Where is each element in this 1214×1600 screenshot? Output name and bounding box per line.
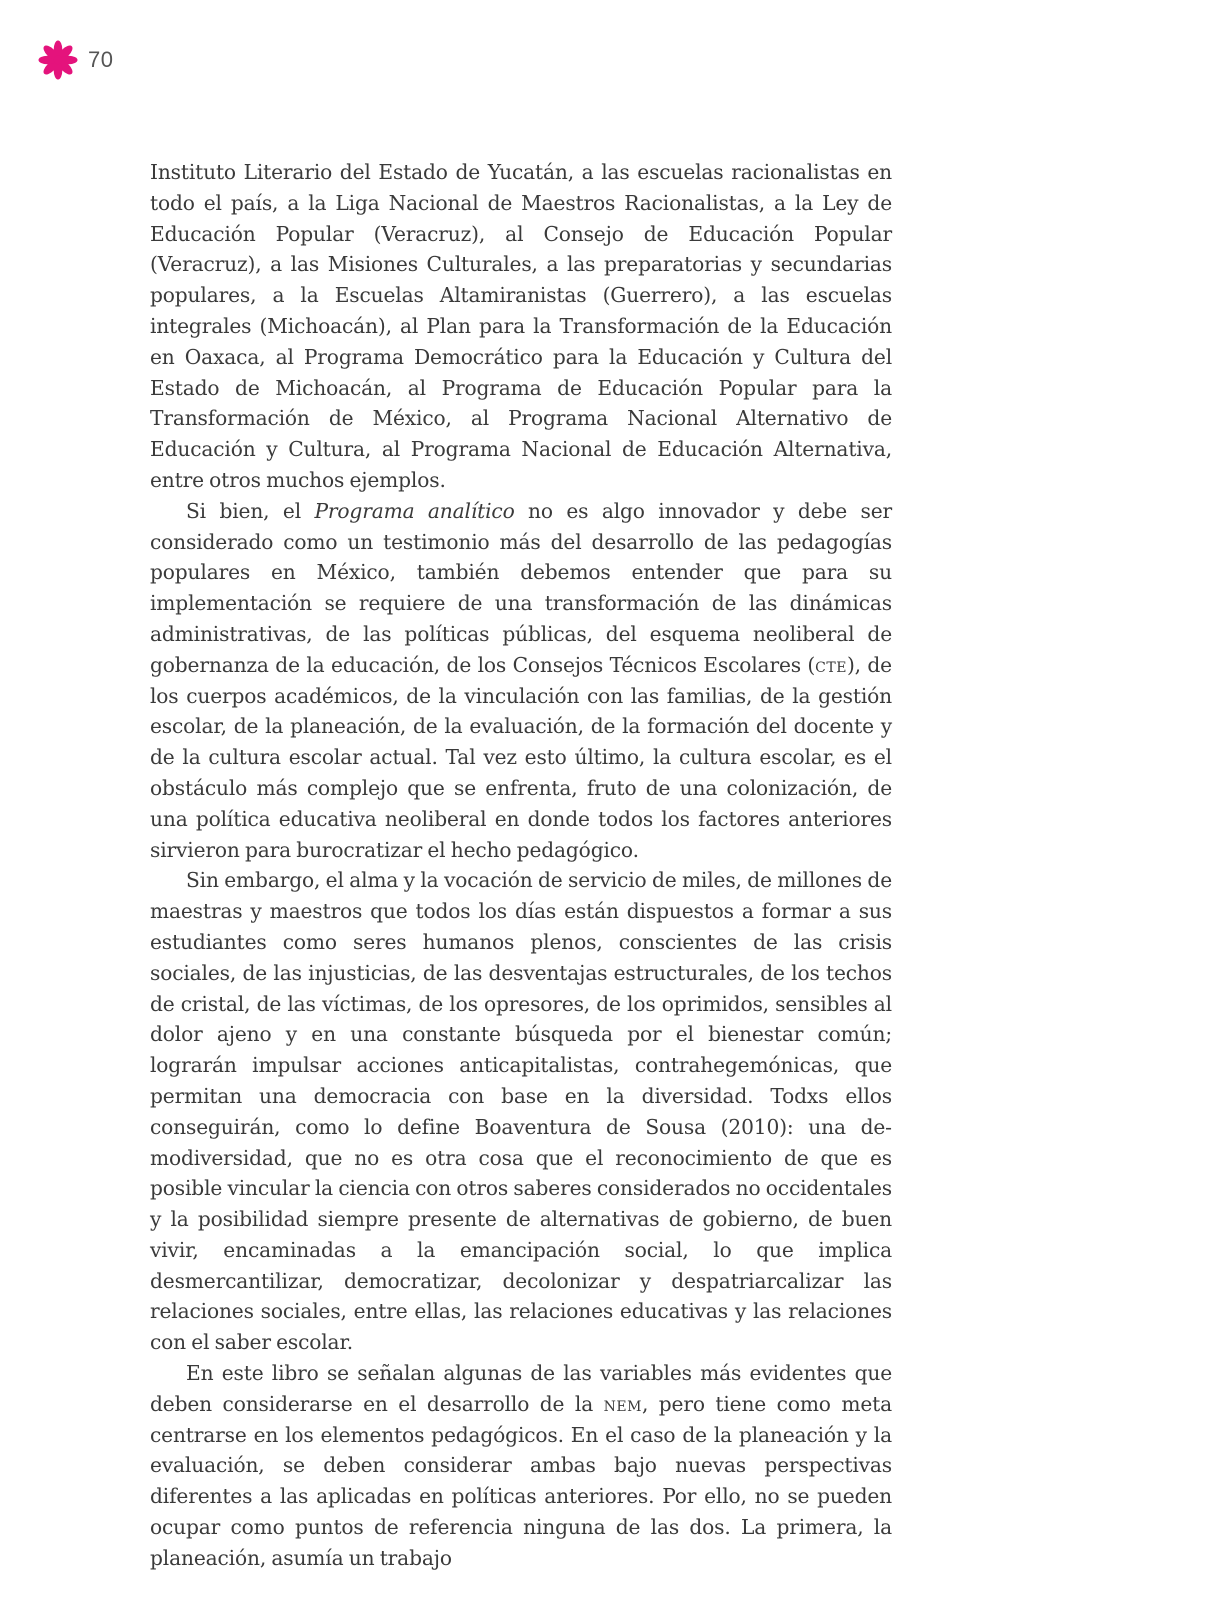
abbreviation-nem: nem — [603, 1391, 642, 1416]
paragraph-4-lead: En este libro se señalan algunas de las variables más evidentes que deben considerarse en el desarrollo de la — [150, 1361, 892, 1416]
abbreviation-cte: cte — [815, 652, 847, 677]
paragraph-3: Sin embargo, el alma y la vocación de servicio de miles, de millones de maestras y maestros que todos los días están dispuestos a formar a sus estudiantes como seres humanos plenos, conscientes de las crisis sociales, de las injusticias, de las desventajas estructurales, de los techos de cristal, de las víctimas, de los opresores, de los oprimidos, sensibles al dolor ajeno y en una constante búsqueda por el bienestar común; lograrán impulsar acciones anticapitalistas, contrahegemónicas, que permitan una democracia con base en la diversidad. Todxs ellos conseguirán, como lo define Boaventura de Sousa (2010): una demodiversidad, que no es otra cosa que el reconocimiento de que es posible vincular la ciencia con otros saberes considerados no occidentales y la posibilidad siempre presente de alternativas de gobierno, de buen vivir, encaminadas a la emancipación social, lo que implica desmercantilizar, democratizar, decolonizar y despatriarcalizar las relaciones sociales, entre ellas, las relaciones educativas y las relaciones con el saber escolar. — [150, 868, 892, 1355]
body-text — [150, 157, 892, 1574]
paragraph-4 — [150, 1358, 892, 1574]
page-header — [38, 40, 113, 80]
paragraph-2-tail: ), de los cuerpos académicos, de la vinculación con las familias, de la gestión escolar, de la planeación, de la evaluación, de la formación del docente y de la cultura escolar actual. Tal vez esto último, la cultura escolar, es el obstáculo más complejo que se enfrenta, fruto de una colonización, de una política educativa neoliberal en donde todos los factores anteriores sirvieron para burocratizar el hecho pedagógico. — [150, 652, 892, 862]
paragraph-4-text: , pero tiene como meta centrarse en los elementos pedagógicos. En el caso de la planeación y la evaluación, se deben considerar ambas bajo nuevas perspectivas diferentes a las aplicadas en políticas anteriores. Por ello, no se pueden ocupar como puntos de referencia ninguna de las dos. La primera, la planeación, asumía un trabajo — [150, 1391, 893, 1570]
paragraph-2-text: no es algo innovador y debe ser considerado como un testimonio más del desarrollo de las pedagogías populares en México, también debemos entender que para su implementación se requiere de una transformación de las dinámicas administrativas, de las políticas públicas, del esquema neoliberal de gobernanza de la educación, de los Consejos Técnicos Escolares ( — [150, 498, 892, 677]
page-number: 70 — [88, 47, 114, 72]
program-title: Programa analítico — [314, 498, 515, 523]
asterisk-icon — [38, 40, 78, 80]
paragraph-2 — [150, 496, 892, 866]
paragraph-1: Instituto Literario del Estado de Yucatán, a las escuelas racionalistas en todo el país, a la Liga Nacional de Maestros Racionalistas, a la Ley de Educación Popular (Veracruz), al Consejo de Educación Popular (Veracruz), a las Misiones Culturales, a las preparatorias y secundarias populares, a la Escuelas Altamiranistas (Guerrero), a las escuelas integrales (Michoacán), al Plan para la Transformación de la Educación en Oaxaca, al Programa Democrático para la Educación y Cultura del Estado de Michoacán, al Programa de Educación Popular para la Transformación de México, al Programa Nacional Alternativo de Educación y Cultura, al Programa Nacional de Educación Alternativa, entre otros muchos ejemplos. — [150, 160, 892, 492]
paragraph-2-lead: Si bien, el — [186, 498, 315, 523]
